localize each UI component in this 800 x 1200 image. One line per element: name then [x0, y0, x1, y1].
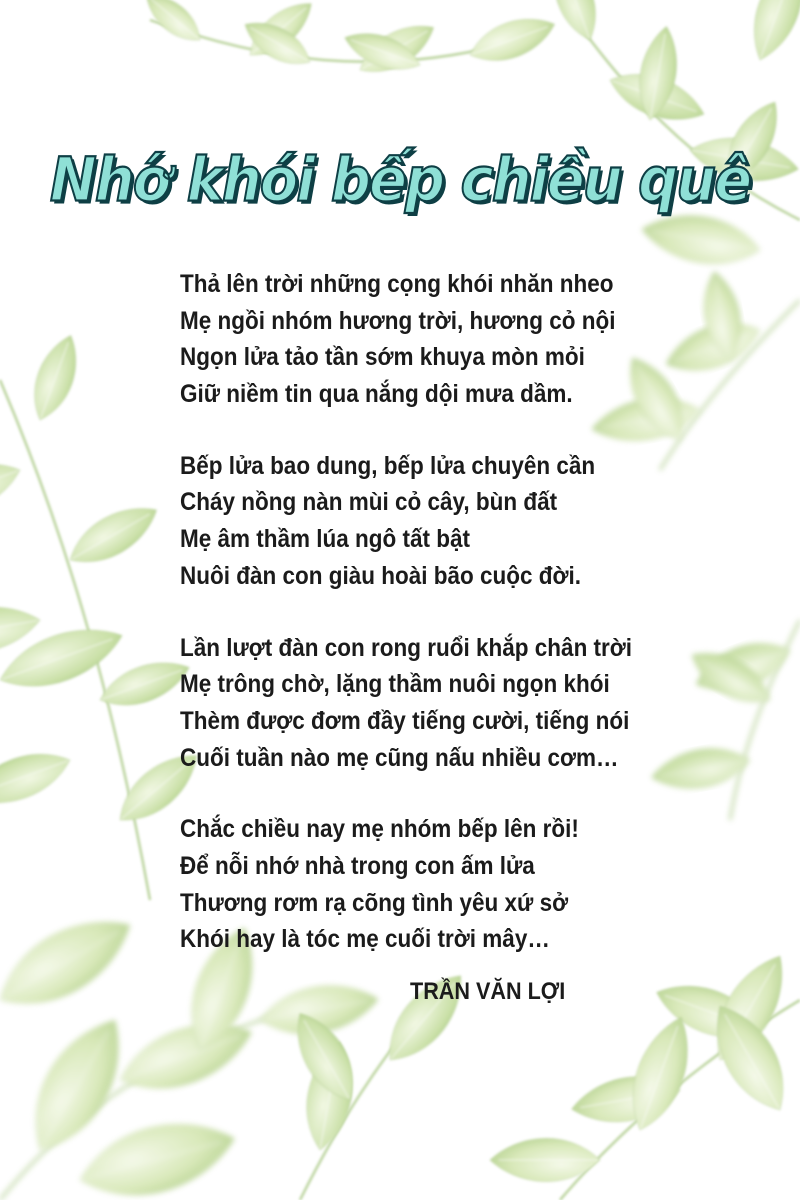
stanza-4: [180, 811, 648, 958]
poem-body: [180, 266, 648, 993]
leaf-shape: [0, 899, 145, 1026]
leaf-shape: [72, 1107, 243, 1200]
poem-author: TRẦN VĂN LỢI: [410, 978, 566, 1005]
poem-line: Mẹ ngồi nhóm hương trời, hương cỏ nội: [180, 306, 616, 335]
poem-line: Khói hay là tóc mẹ cuối trời mây…: [180, 925, 550, 954]
leaf-shape: [0, 451, 27, 527]
leaf-shape: [0, 741, 77, 817]
stanza-1: [180, 266, 648, 413]
poem-line: Nuôi đàn con giàu hoài bão cuộc đời.: [180, 561, 582, 590]
poem-line: Lần lượt đàn con rong ruổi khắp chân trời: [180, 633, 633, 662]
poem-line: Mẹ âm thầm lúa ngô tất bật: [180, 525, 471, 554]
stanza-2: [180, 448, 648, 595]
poem-line: Giữ niềm tin qua nắng dội mưa dầm.: [180, 380, 573, 409]
leaf-shape: [138, 0, 209, 50]
leaf-shape: [464, 8, 561, 72]
poem-line: Để nỗi nhớ nhà trong con ấm lửa: [180, 851, 535, 880]
poem-line: Chắc chiều nay mẹ nhóm bếp lên rồi!: [180, 815, 579, 844]
leaf-shape: [111, 1007, 261, 1106]
poem-title: Nhớ khói bếp chiều quê: [49, 145, 751, 216]
poem-line: Thả lên trời những cọng khói nhăn nheo: [180, 270, 614, 298]
leaf-shape: [741, 0, 800, 67]
poem-line: Ngọn lửa tảo tần sớm khuya mòn mỏi: [180, 343, 585, 372]
poem-line: Cháy nồng nàn mùi cỏ cây, bùn đất: [180, 488, 558, 517]
leaf-shape: [61, 494, 167, 577]
poem-line: Mẹ trông chờ, lặng thầm nuôi ngọn khói: [180, 670, 610, 699]
stanza-3: [180, 630, 648, 777]
poem-line: Thèm được đơm đầy tiếng cười, tiếng nói: [180, 706, 630, 735]
poem-line: Cuối tuần nào mẹ cũng nấu nhiều cơm…: [180, 743, 619, 772]
poem-line: Bếp lửa bao dung, bếp lửa chuyên cần: [180, 451, 596, 480]
poem-line: Thương rơm rạ cõng tình yêu xứ sở: [180, 888, 569, 917]
branch-stem: [150, 20, 520, 62]
leaf-shape: [638, 206, 764, 272]
leaf-shape: [23, 329, 87, 426]
